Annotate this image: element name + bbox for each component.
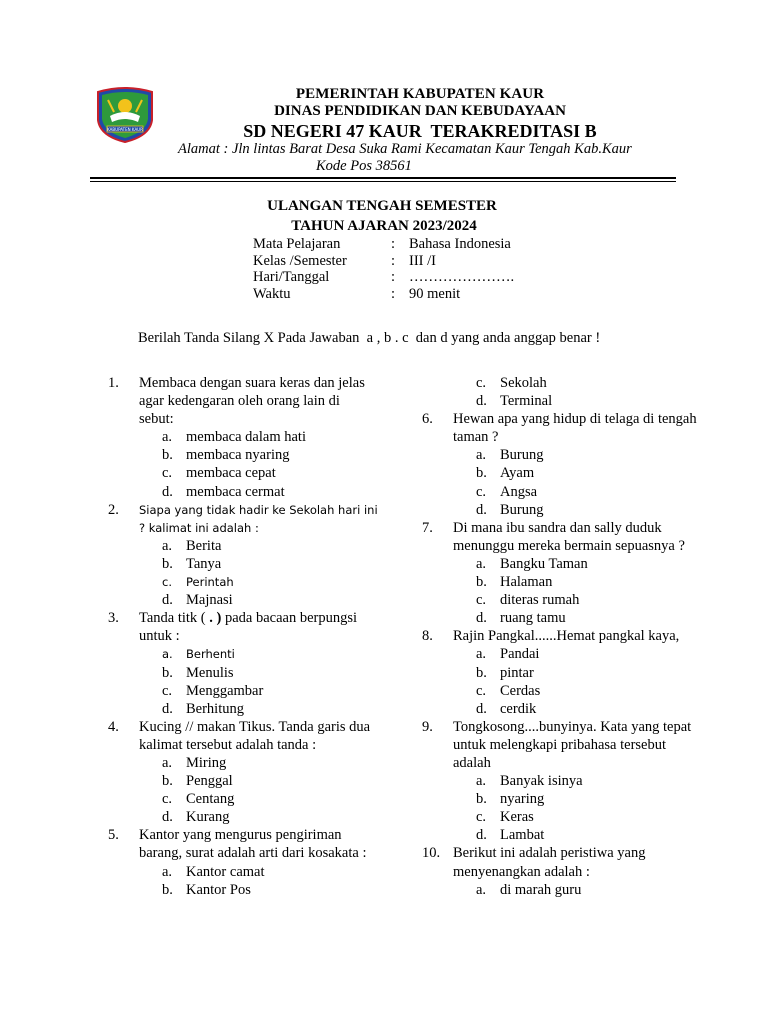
option-c: c. Menggambar xyxy=(162,682,264,699)
option-c: c. Perintah xyxy=(162,575,234,590)
info-row: Kelas /Semester : III /I xyxy=(253,252,436,269)
question-2 xyxy=(108,501,378,610)
question-1 xyxy=(108,374,378,501)
question-number: 10. xyxy=(422,845,441,862)
question-number: 8. xyxy=(422,628,433,645)
school-address xyxy=(178,141,678,175)
question-number: 1. xyxy=(108,375,119,391)
question-text: Hewan apa yang hidup di telaga di tengah taman ? xyxy=(453,411,697,446)
option-c: c. Keras xyxy=(476,809,534,826)
info-row: Hari/Tanggal : …………………. xyxy=(253,269,515,285)
question-text: Membaca dengan suara keras dan jelas agar kedengaran oleh orang lain di sebut: xyxy=(139,375,365,428)
option-b: b. Halaman xyxy=(476,574,553,591)
questions-left-column xyxy=(108,374,378,899)
option-d: d. Majnasi xyxy=(162,592,233,609)
option-a: a. membaca dalam hati xyxy=(162,429,306,446)
question-text: Rajin Pangkal......Hemat pangkal kaya, xyxy=(453,628,680,645)
question-text: Siapa yang tidak hadir ke Sekolah hari ini ? kalimat ini adalah : xyxy=(139,502,378,535)
address-line-2: Kode Pos 38561 xyxy=(316,158,412,174)
government-line: PEMERINTAH KABUPATEN KAUR xyxy=(295,86,545,102)
option-d: d. Lambat xyxy=(476,827,545,844)
question-text: Tongkosong....bunyinya. Kata yang tepat untuk melengkapi pribahasa tersebut adalah xyxy=(453,718,692,771)
option-c: c. membaca cepat xyxy=(162,465,276,482)
logo-text: KABUPATEN KAUR xyxy=(107,126,143,132)
question-text: Berikut ini adalah peristiwa yang menyenangkan adalah : xyxy=(453,845,646,880)
option-c: c. Sekolah xyxy=(476,375,547,391)
question-4 xyxy=(108,718,378,827)
info-row: Waktu : 90 menit xyxy=(253,285,461,302)
option-d: d. ruang tamu xyxy=(476,610,566,627)
question-text: Tanda titk ( . ) pada bacaan berpungsi untuk : xyxy=(139,610,361,645)
option-d: d. cerdik xyxy=(476,700,537,717)
question-text: Kantor yang mengurus pengiriman barang, surat adalah arti dari kosakata : xyxy=(139,827,367,862)
instruction-text: Berilah Tanda Silang X Pada Jawaban a , b . c dan d yang anda anggap benar ! xyxy=(138,330,601,346)
option-c: c. Cerdas xyxy=(476,682,541,699)
option-b: b. Ayam xyxy=(476,465,535,482)
question-5-continued xyxy=(422,374,702,410)
option-b: b. Menulis xyxy=(162,664,234,681)
question-10 xyxy=(422,844,702,898)
question-5 xyxy=(108,826,378,898)
option-c: c. Angsa xyxy=(476,483,538,500)
option-b: b. nyaring xyxy=(476,791,545,808)
exam-title: ULANGAN TENGAH SEMESTER xyxy=(267,198,497,214)
question-number: 9. xyxy=(422,718,433,735)
exam-info-table xyxy=(253,236,514,302)
option-a: a. Banyak isinya xyxy=(476,773,583,790)
question-number: 4. xyxy=(108,718,119,735)
option-a: a. Miring xyxy=(162,754,227,771)
option-b: b. membaca nyaring xyxy=(162,447,290,464)
address-line-1: Alamat : Jln lintas Barat Desa Suka Rami Kecamatan Kaur Tengah Kab.Kaur xyxy=(178,141,632,157)
option-d: d. Kurang xyxy=(162,809,230,826)
option-d: d. Berhitung xyxy=(162,700,244,717)
question-6 xyxy=(422,410,702,519)
info-row: Mata Pelajaran : Bahasa Indonesia xyxy=(253,236,511,252)
option-d: d. membaca cermat xyxy=(162,483,285,500)
option-a: a. Burung xyxy=(476,447,544,464)
questions-right-column xyxy=(422,374,702,899)
option-c: c. Centang xyxy=(162,791,235,808)
question-text: Kucing // makan Tikus. Tanda garis dua kalimat tersebut adalah tanda : xyxy=(139,718,371,753)
question-7 xyxy=(422,519,702,628)
question-number: 6. xyxy=(422,411,433,428)
option-d: d. Burung xyxy=(476,501,544,518)
question-9 xyxy=(422,718,702,845)
option-a: a. Kantor camat xyxy=(162,863,265,880)
option-a: a. Berita xyxy=(162,537,222,554)
option-c: c. diteras rumah xyxy=(476,592,580,609)
question-text: Di mana ibu sandra dan sally duduk menunggu mereka bermain sepuasnya ? xyxy=(453,519,685,554)
question-number: 7. xyxy=(422,519,433,536)
option-a: a. Bangku Taman xyxy=(476,555,588,572)
option-b: b. Penggal xyxy=(162,773,233,790)
question-number: 3. xyxy=(108,610,119,627)
header-rule-thick xyxy=(90,177,676,179)
question-number: 2. xyxy=(108,501,119,518)
question-3 xyxy=(108,609,378,718)
exam-year: TAHUN AJARAN 2023/2024 xyxy=(291,218,477,234)
option-b: b. Kantor Pos xyxy=(162,881,251,898)
option-a: a. Berhenti xyxy=(162,647,235,662)
option-d: d. Terminal xyxy=(476,393,553,410)
question-number: 5. xyxy=(108,827,119,844)
option-b: b. pintar xyxy=(476,664,534,681)
question-8 xyxy=(422,627,702,717)
department-line: DINAS PENDIDIKAN DAN KEBUDAYAAN xyxy=(274,103,566,119)
kabupaten-kaur-logo xyxy=(92,86,158,144)
school-name: SD NEGERI 47 KAUR TERAKREDITASI B xyxy=(243,121,597,141)
option-a: a. Pandai xyxy=(476,646,540,663)
option-a: a. di marah guru xyxy=(476,881,582,898)
header-rule-thin xyxy=(90,181,676,182)
option-b: b. Tanya xyxy=(162,555,222,572)
